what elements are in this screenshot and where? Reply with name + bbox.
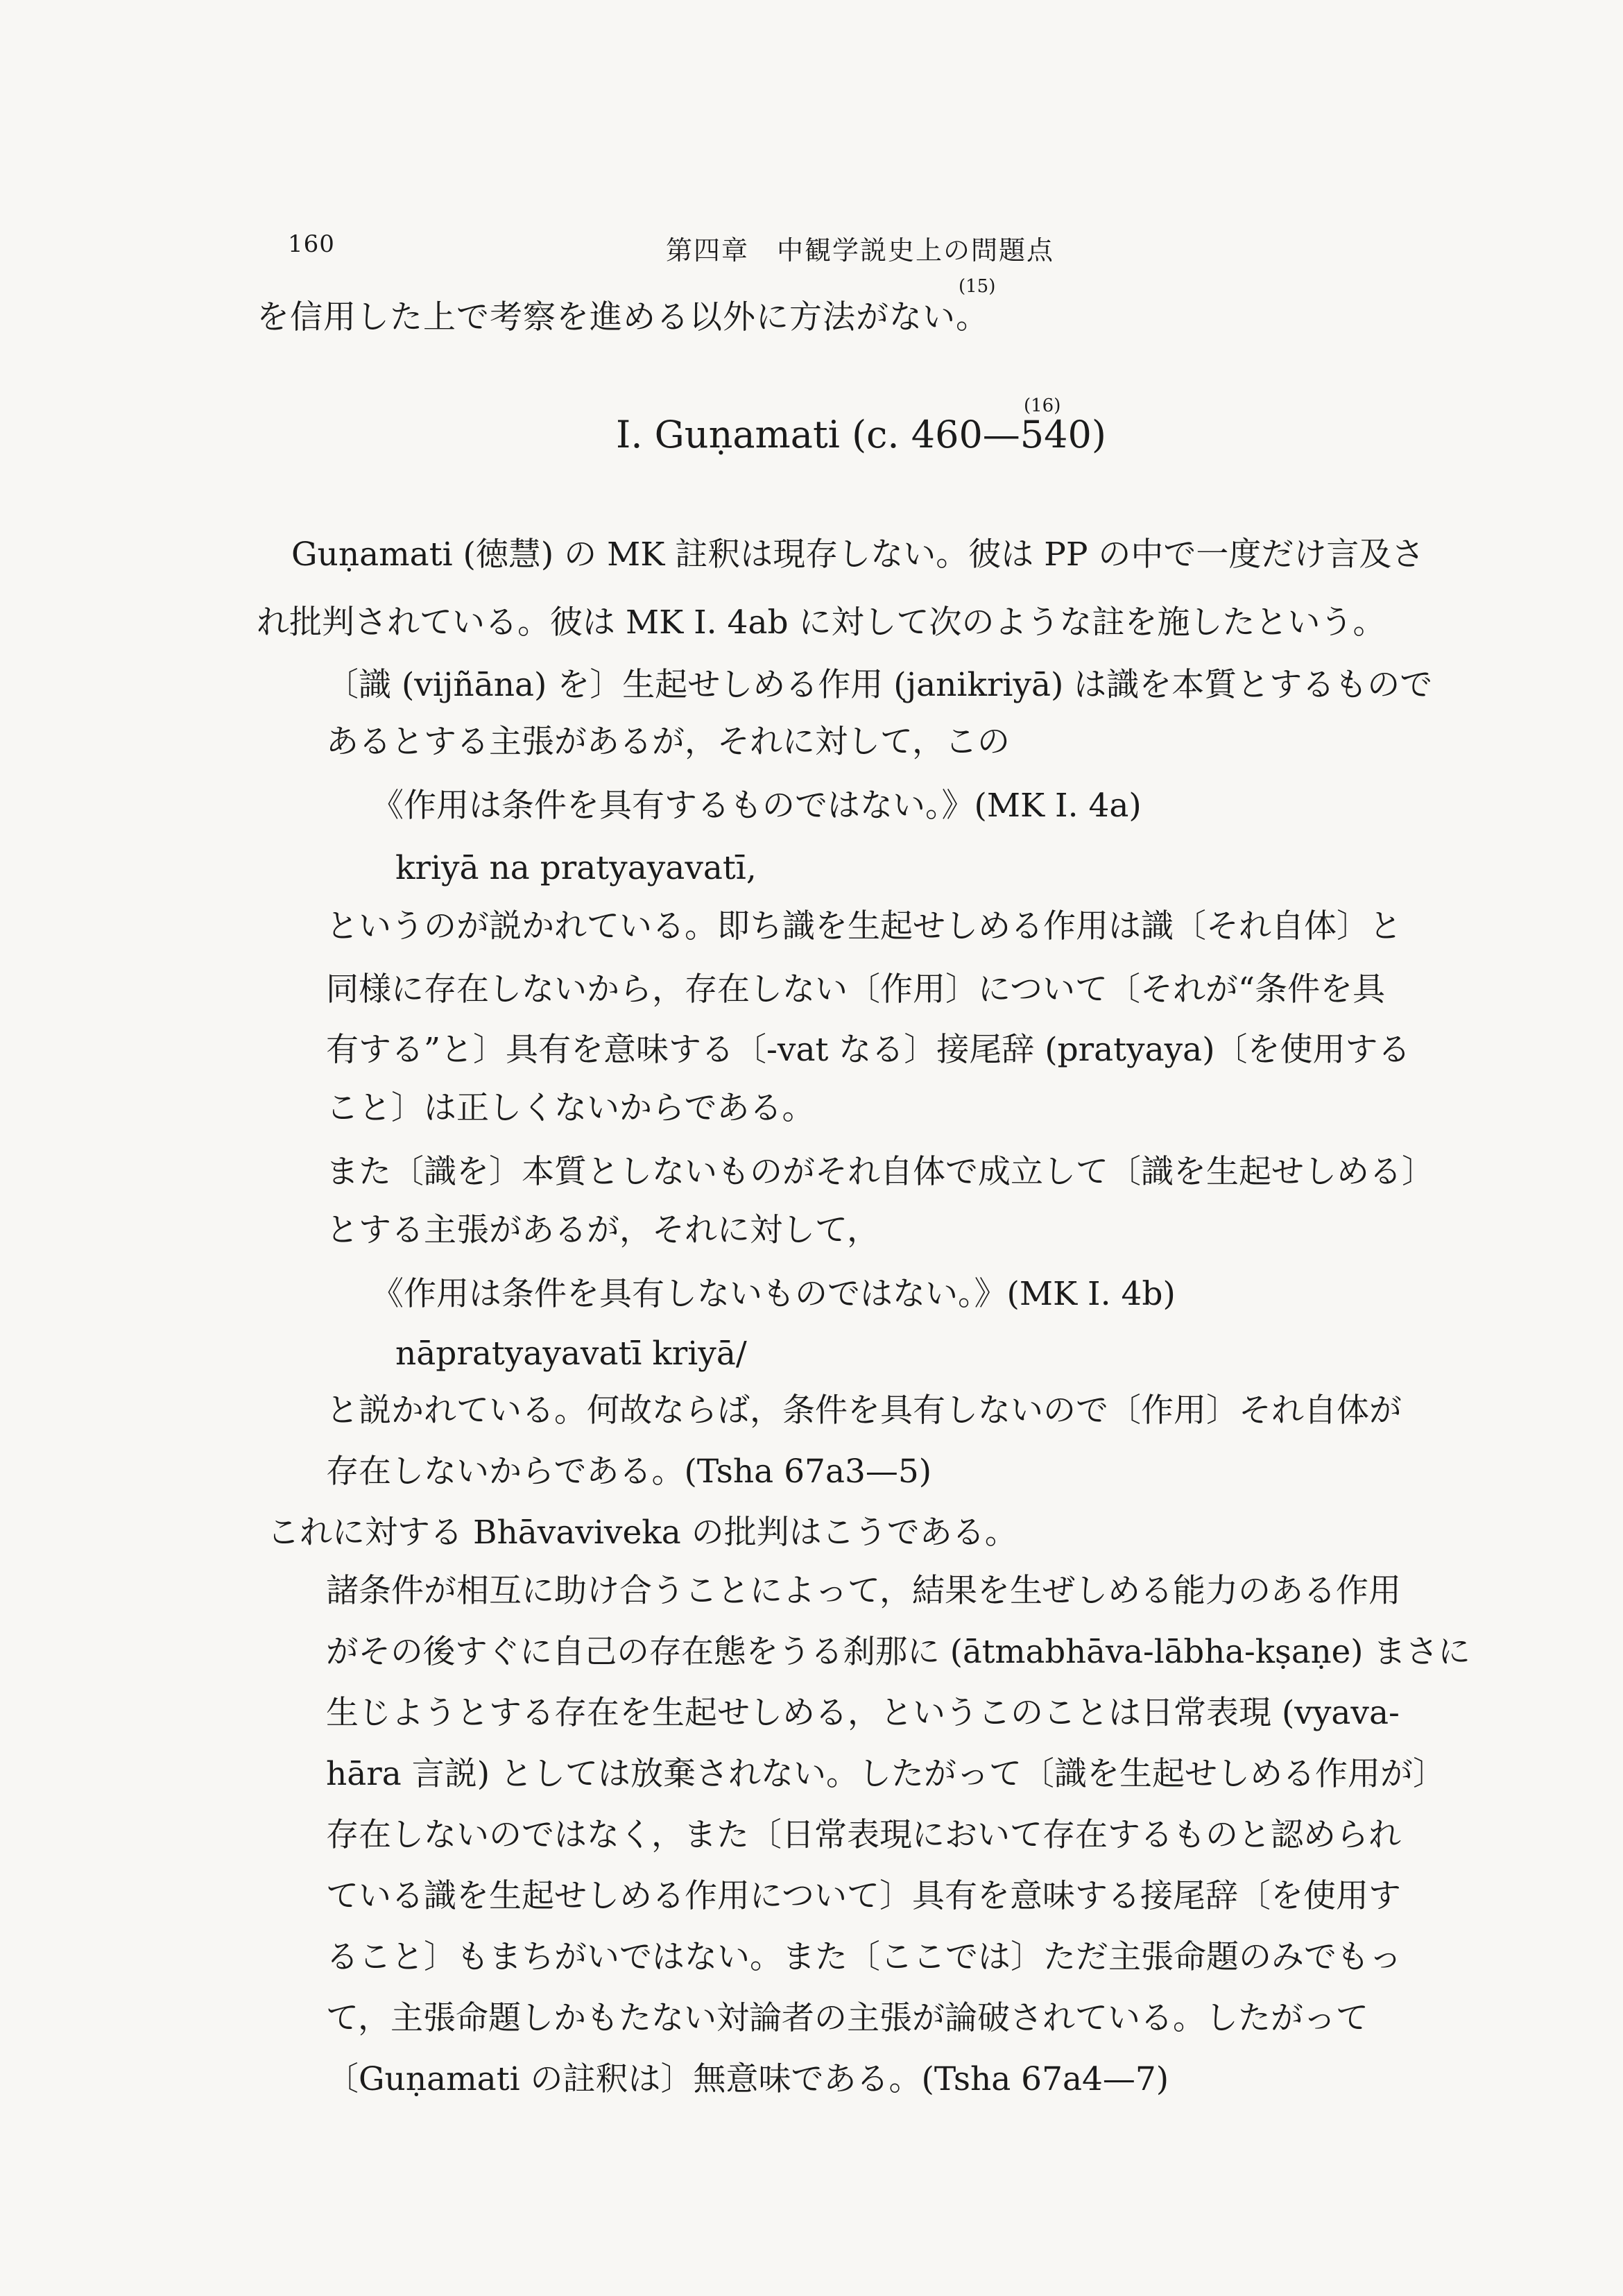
quote-line: とする主張があるが，それに対して， bbox=[326, 1211, 880, 1249]
quote-line: 生じようとする存在を生起せしめる，というこのことは日常表現 (vyava- bbox=[326, 1694, 1400, 1732]
text-line: を信用した上で考察を進める以外に方法がない。 bbox=[257, 298, 989, 336]
quote-line: がその後すぐに自己の存在態をうる刹那に (ātmabhāva-lābha-kṣaṇe) まさに bbox=[326, 1633, 1470, 1671]
quote-line: というのが説かれている。即ち識を生起せしめる作用は識〔それ自体〕と bbox=[326, 907, 1402, 945]
page-number: 160 bbox=[288, 230, 335, 258]
quote-line: また〔識を〕本質としないものがそれ自体で成立して〔識を生起せしめる〕 bbox=[326, 1153, 1434, 1191]
quote-line: 存在しないのではなく，また〔日常表現において存在するものと認められ bbox=[326, 1816, 1402, 1854]
quote-line: あるとする主張があるが，それに対して，この bbox=[326, 723, 1011, 761]
quote-line: て，主張命題しかもたない対論者の主張が論破されている。したがって bbox=[326, 1999, 1369, 2037]
quote-line: 同様に存在しないから，存在しない〔作用〕について〔それが“条件を具 bbox=[326, 970, 1386, 1009]
sanskrit-line: kriyā na pratyayavatī, bbox=[395, 849, 757, 887]
quote-line: ている識を生起せしめる作用について〕具有を意味する接尾辞〔を使用す bbox=[326, 1877, 1402, 1915]
quote-line: 有する”と〕具有を意味する〔-vat なる〕接尾辞 (pratyaya)〔を使用する bbox=[326, 1031, 1411, 1069]
quote-line: 〔識 (vijñāna) を〕生起せしめる作用 (janikriyā) は識を本質とするもので bbox=[326, 666, 1433, 704]
sanskrit-line: nāpratyayavatī kriyā/ bbox=[395, 1335, 747, 1373]
running-header-chapter-title: 第四章 中観学説史上の問題点 bbox=[666, 235, 1055, 266]
verse-line: 《作用は条件を具有しないものではない。》(MK I. 4b) bbox=[371, 1275, 1176, 1313]
text-line: れ批判されている。彼は MK I. 4ab に対して次のような註を施したという。 bbox=[257, 603, 1386, 642]
section-heading: I. Guṇamati (c. 460—540) bbox=[616, 413, 1106, 456]
footnote-ref-16: (16) bbox=[1024, 395, 1061, 416]
quote-line: 〔Guṇamati の註釈は〕無意味である。(Tsha 67a4—7) bbox=[326, 2060, 1169, 2098]
quote-line: hāra 言説) としては放棄されない。したがって〔識を生起せしめる作用が〕 bbox=[326, 1755, 1445, 1793]
text-line: これに対する Bhāvaviveka の批判はこうである。 bbox=[267, 1514, 1017, 1552]
quote-line: 存在しないからである。(Tsha 67a3—5) bbox=[326, 1453, 932, 1491]
footnote-ref-15: (15) bbox=[959, 276, 996, 297]
verse-line: 《作用は条件を具有するものではない。》(MK I. 4a) bbox=[371, 787, 1142, 825]
text-line: Guṇamati (徳慧) の MK 註釈は現存しない。彼は PP の中で一度だけ言及さ bbox=[291, 536, 1425, 574]
quote-line: と説かれている。何故ならば，条件を具有しないので〔作用〕それ自体が bbox=[326, 1391, 1402, 1430]
quote-line: 諸条件が相互に助け合うことによって，結果を生ぜしめる能力のある作用 bbox=[326, 1572, 1402, 1610]
quote-line: ること〕もまちがいではない。また〔ここでは〕ただ主張命題のみでもっ bbox=[326, 1938, 1402, 1976]
quote-line: こと〕は正しくないからである。 bbox=[326, 1089, 815, 1127]
